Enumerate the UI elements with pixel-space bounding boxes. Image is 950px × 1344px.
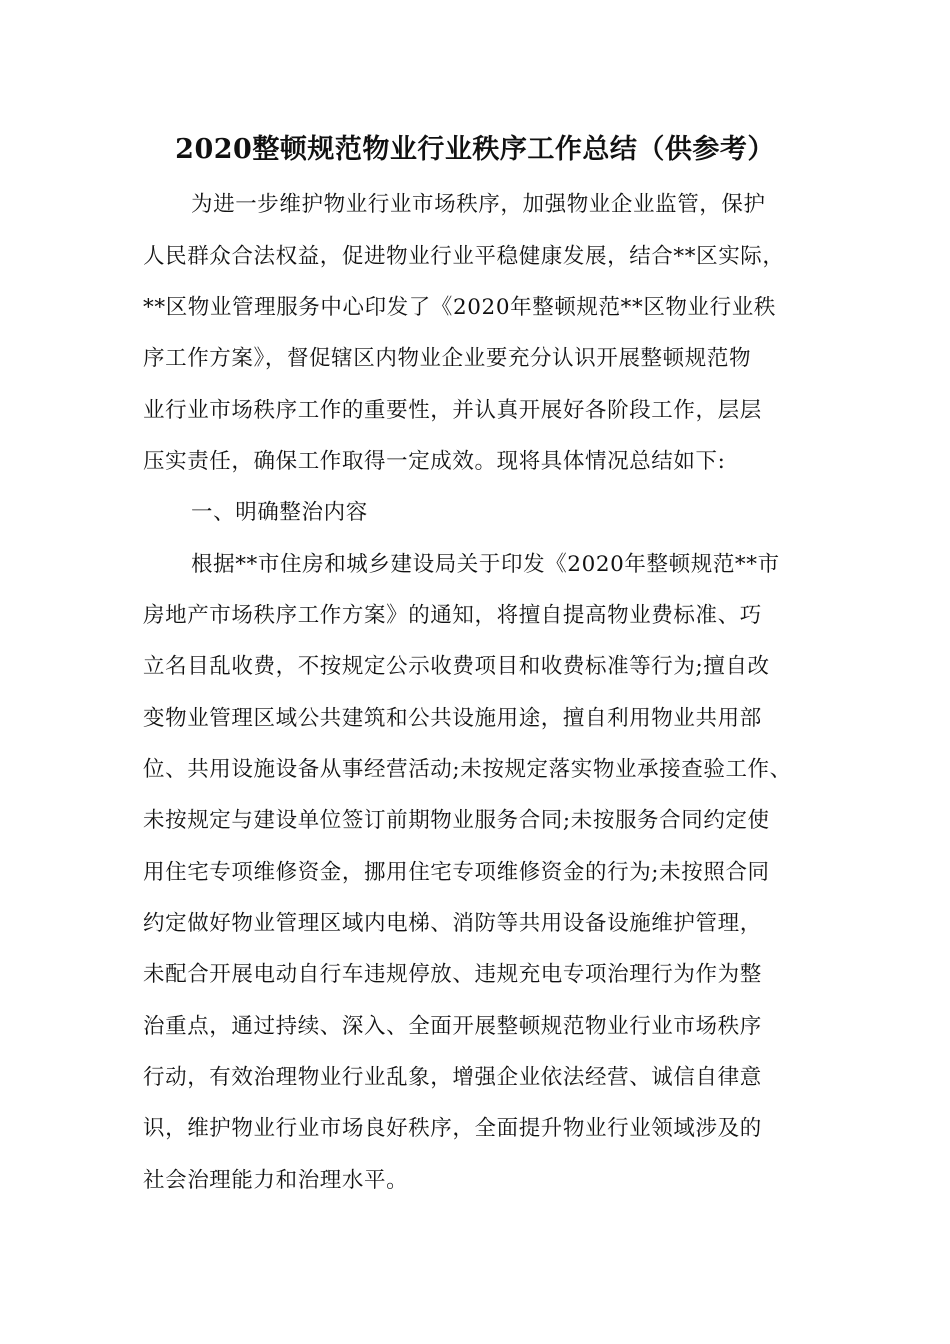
paragraph-2-line-7: 用住宅专项维修资金，挪用住宅专项维修资金的行为;未按照合同 xyxy=(143,860,770,885)
paragraph-2-line-4: 变物业管理区域公共建筑和公共设施用途，擅自利用物业共用部 xyxy=(143,706,762,731)
paragraph-2-line-9: 未配合开展电动自行车违规停放、违规充电专项治理行为作为整 xyxy=(143,962,762,987)
paragraph-2-line-12: 识，维护物业行业市场良好秩序，全面提升物业行业领域涉及的 xyxy=(143,1116,762,1141)
paragraph-2-line-13: 社会治理能力和治理水平。 xyxy=(143,1168,409,1193)
paragraph-1-line-6: 压实责任，确保工作取得一定成效。现将具体情况总结如下: xyxy=(143,449,726,474)
paragraph-1-line-5: 业行业市场秩序工作的重要性，并认真开展好各阶段工作，层层 xyxy=(143,398,762,423)
paragraph-2-line-5: 位、共用设施设备从事经营活动;未按规定落实物业承接查验工作、 xyxy=(143,757,792,782)
paragraph-1-line-4: 序工作方案》，督促辖区内物业企业要充分认识开展整顿规范物 xyxy=(143,346,752,371)
paragraph-2-line-8: 约定做好物业管理区域内电梯、消防等共用设备设施维护管理， xyxy=(143,911,762,936)
document-title: 2020整顿规范物业行业秩序工作总结（供参考） xyxy=(175,134,775,165)
paragraph-1-line-1: 为进一步维护物业行业市场秩序，加强物业企业监管，保护 xyxy=(191,192,766,217)
section-heading-1: 一、明确整治内容 xyxy=(191,500,368,525)
paragraph-2-line-10: 治重点，通过持续、深入、全面开展整顿规范物业行业市场秩序 xyxy=(143,1014,762,1039)
paragraph-1-line-2: 人民群众合法权益，促进物业行业平稳健康发展，结合**区实际， xyxy=(143,244,785,269)
paragraph-2-line-1: 根据**市住房和城乡建设局关于印发《2020年整顿规范**市 xyxy=(191,552,780,577)
paragraph-2-line-2: 房地产市场秩序工作方案》的通知，将擅自提高物业费标准、巧 xyxy=(143,603,762,628)
paragraph-2-line-3: 立名目乱收费，不按规定公示收费项目和收费标准等行为;擅自改 xyxy=(143,654,770,679)
paragraph-2-line-11: 行动，有效治理物业行业乱象，增强企业依法经营、诚信自律意 xyxy=(143,1065,762,1090)
paragraph-2-line-6: 未按规定与建设单位签订前期物业服务合同;未按服务合同约定使 xyxy=(143,808,770,833)
paragraph-1-line-3: **区物业管理服务中心印发了《2020年整顿规范**区物业行业秩 xyxy=(143,295,776,320)
